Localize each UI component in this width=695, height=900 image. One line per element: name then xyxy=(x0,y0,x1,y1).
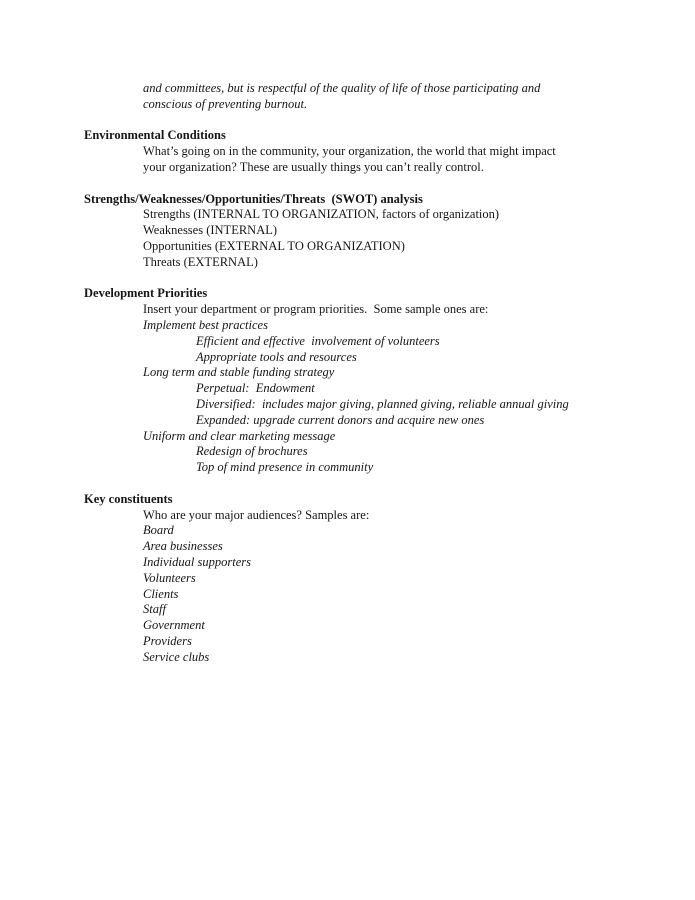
constituent-volunteers: Volunteers xyxy=(143,570,196,585)
swot-item-threats: Threats (EXTERNAL) xyxy=(143,254,258,269)
development-item-funding-strategy: Long term and stable funding strategy xyxy=(143,365,335,380)
intro-paragraph-line-1: and committees, but is respectful of the quality of life of those participating and xyxy=(143,81,541,95)
development-item-implement-best-practices: Implement best practices xyxy=(143,317,268,332)
constituent-board: Board xyxy=(143,523,174,538)
swot-item-opportunities: Opportunities (EXTERNAL TO ORGANIZATION) xyxy=(143,238,405,253)
section-key-constituents xyxy=(84,492,655,666)
development-item-efficient-involvement: Efficient and effective involvement of volunteers xyxy=(196,333,440,348)
key-constituents-intro-line: Who are your major audiences? Samples are: xyxy=(143,507,370,522)
constituent-service-clubs: Service clubs xyxy=(143,649,210,664)
development-item-expanded-donors: Expanded: upgrade current donors and acquire new ones xyxy=(196,412,485,427)
swot-heading: Strengths/Weaknesses/Opportunities/Threats (SWOT) analysis xyxy=(84,191,423,206)
swot-item-strengths: Strengths (INTERNAL TO ORGANIZATION, factors of organization) xyxy=(143,207,500,222)
development-item-appropriate-tools: Appropriate tools and resources xyxy=(196,349,357,364)
environmental-body-line-2: your organization? These are usually things you can’t really control. xyxy=(143,159,484,174)
constituent-individual-supporters: Individual supporters xyxy=(143,554,251,569)
section-swot-analysis xyxy=(84,192,655,271)
intro-paragraph-line-2: conscious of preventing burnout. xyxy=(143,96,308,111)
key-constituents-heading: Key constituents xyxy=(84,491,173,506)
development-item-marketing-message: Uniform and clear marketing message xyxy=(143,428,336,443)
section-environmental-conditions xyxy=(84,128,655,175)
constituent-area-businesses: Area businesses xyxy=(143,539,223,554)
development-item-perpetual-endowment: Perpetual: Endowment xyxy=(196,381,315,396)
development-intro-line: Insert your department or program priorities. Some sample ones are: xyxy=(143,302,489,317)
constituent-government: Government xyxy=(143,618,205,633)
swot-item-weaknesses: Weaknesses (INTERNAL) xyxy=(143,223,278,238)
development-item-diversified-giving: Diversified: includes major giving, planned giving, reliable annual giving xyxy=(196,396,569,411)
constituent-clients: Clients xyxy=(143,586,179,601)
section-intro-continuation xyxy=(84,81,655,113)
section-development-priorities xyxy=(84,286,655,476)
environmental-body-line-1: What’s going on in the community, your organization, the world that might impact xyxy=(143,144,556,159)
development-item-top-of-mind: Top of mind presence in community xyxy=(196,460,374,475)
development-priorities-heading: Development Priorities xyxy=(84,286,208,301)
development-item-redesign-brochures: Redesign of brochures xyxy=(196,444,308,459)
constituent-staff: Staff xyxy=(143,602,166,617)
constituent-providers: Providers xyxy=(143,633,192,648)
environmental-conditions-heading: Environmental Conditions xyxy=(84,128,226,143)
